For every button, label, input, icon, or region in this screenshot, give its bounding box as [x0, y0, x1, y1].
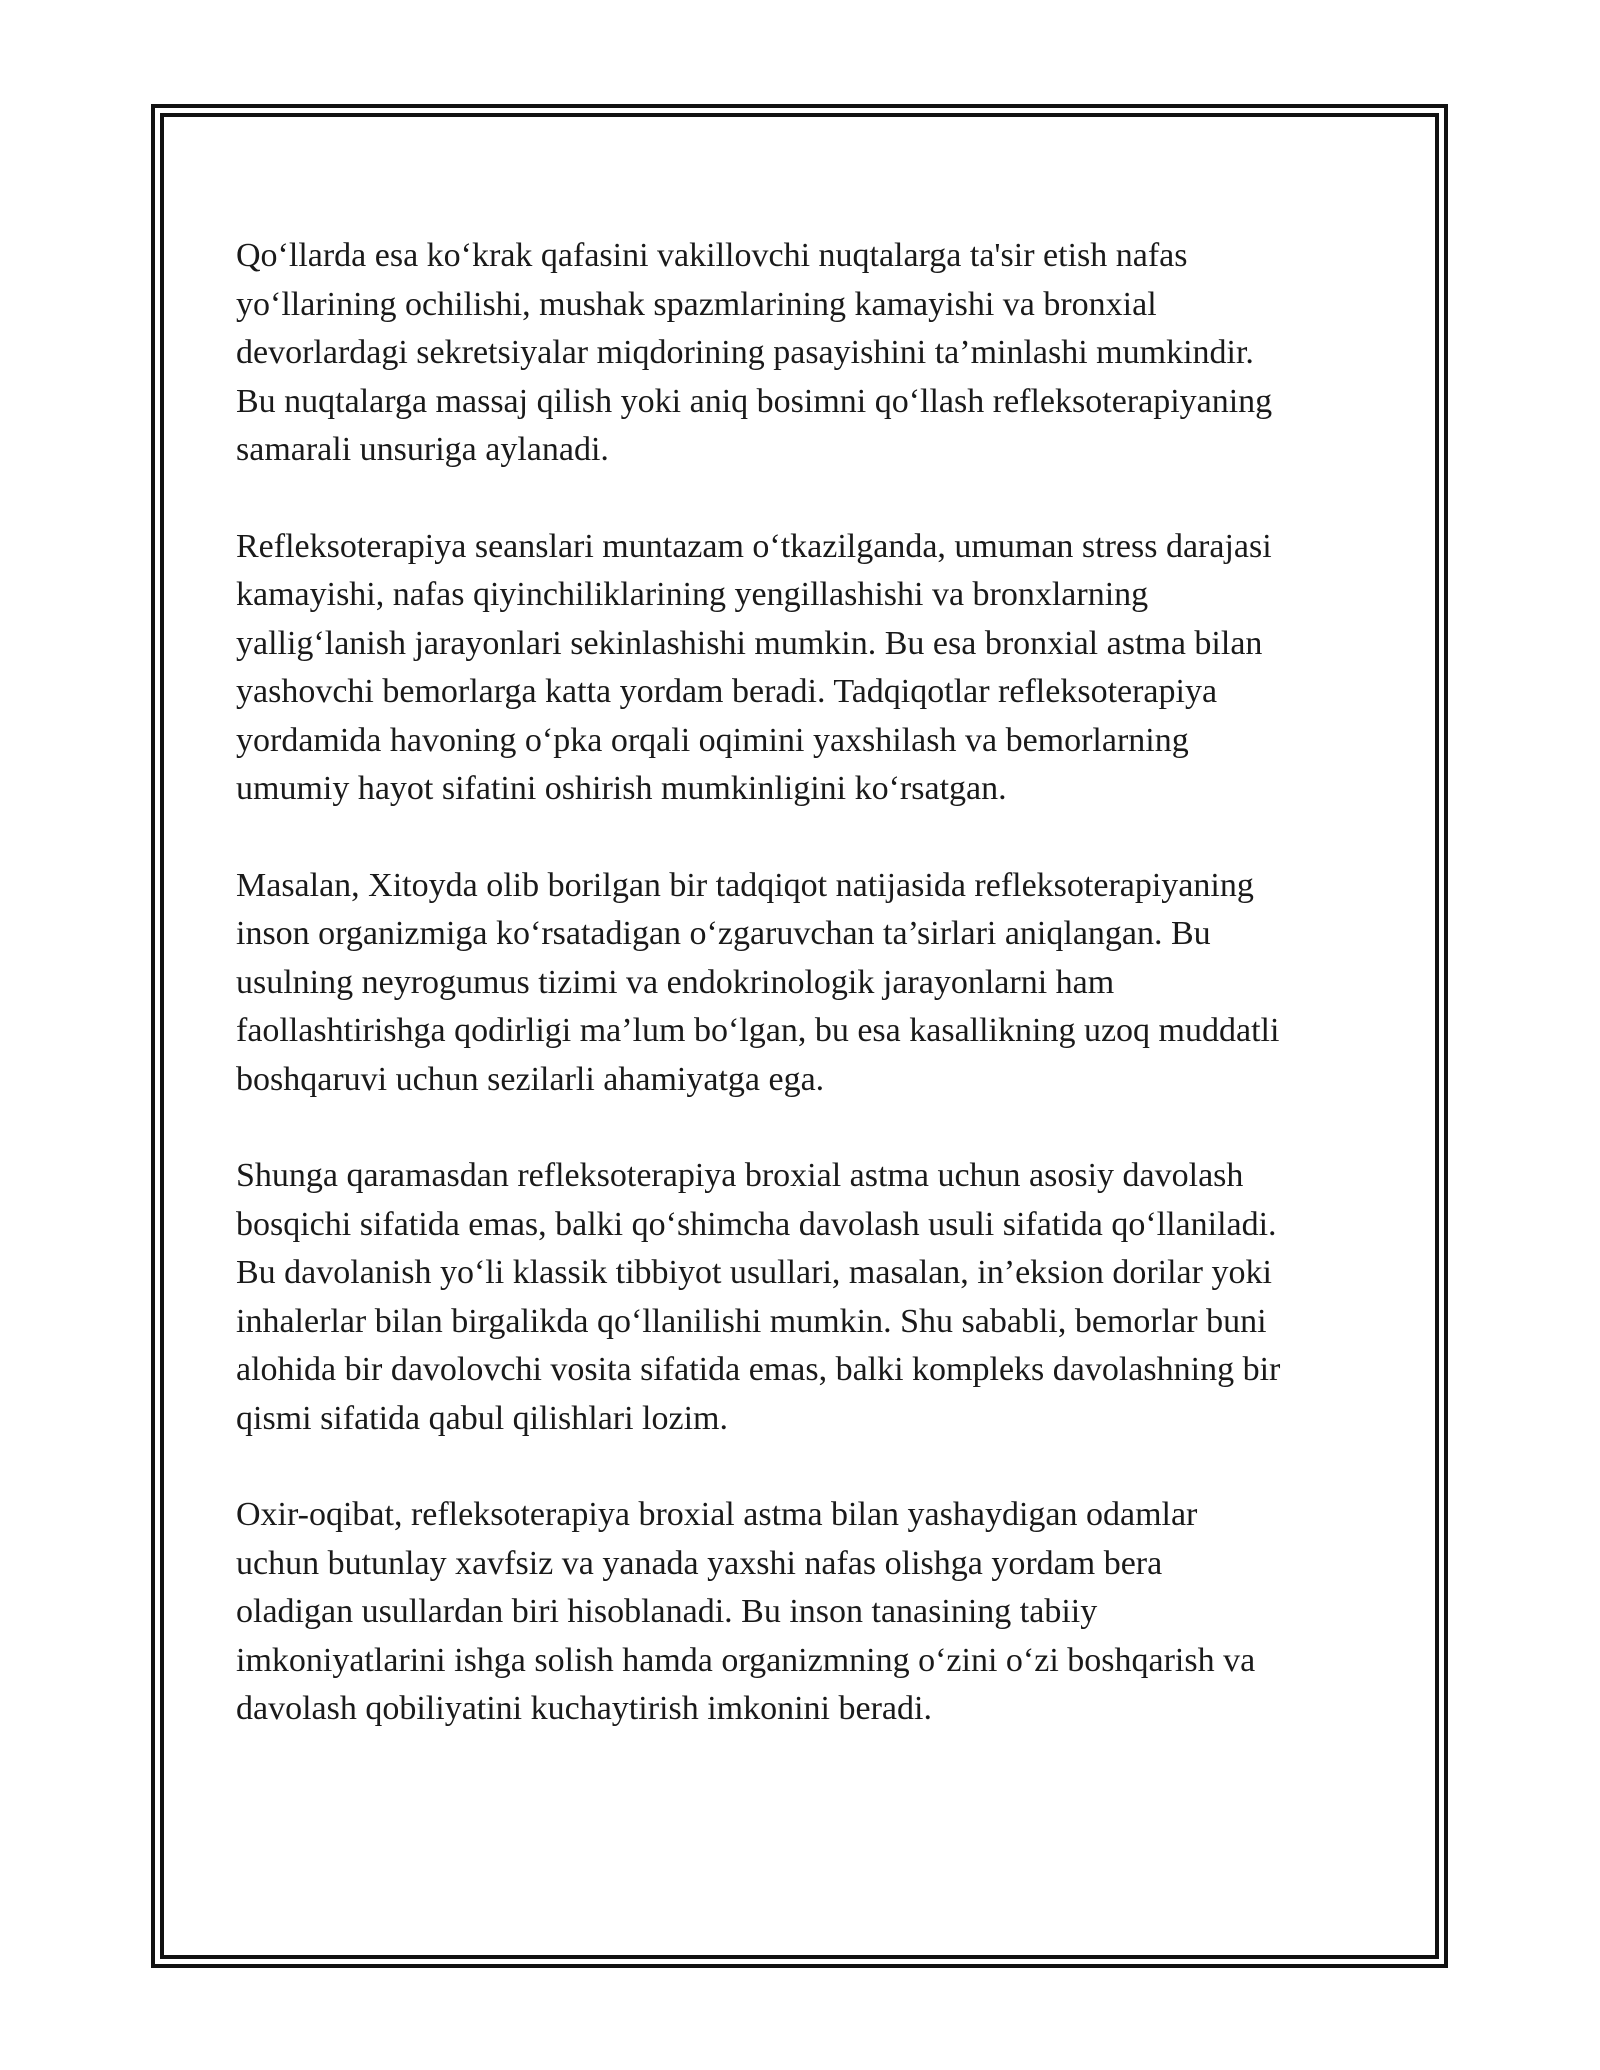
paragraph-5: Oxir-oqibat, refleksoterapiya broxial astma bilan yashaydigan odamlar uchun butunlay xavfsiz va yanada yaxshi nafas olishga yordam bera oladigan usullardan biri hisoblanadi. Bu inson tanasining tabiiy imkoniyatlarini ishga solish hamda organizmning o‘zini o‘zi boshqarish va davolash qobiliyatini kuchaytirish imkonini beradi. — [236, 1496, 1256, 1727]
paragraph-3: Masalan, Xitoyda olib borilgan bir tadqiqot natijasida refleksoterapiyaning inson organizmiga ko‘rsatadigan o‘zgaruvchan ta’sirlari aniqlangan. Bu usulning neyrogumus tizimi va endokrinologik jarayonlarni ham faollashtirishga qodirligi ma’lum bo‘lgan, bu esa kasallikning uzoq muddatli boshqaruvi uchun sezilarli ahamiyatga ega. — [236, 866, 1280, 1098]
paragraph-1: Qo‘llarda esa ko‘krak qafasini vakillovchi nuqtalarga ta'sir etish nafas yo‘llarining ochilishi, mushak spazmlarining kamayishi va bronxial devorlardagi sekretsiyalar miqdorining pasayishini ta’minlashi mumkindir. Bu nuqtalarga massaj qilish yoki aniq bosimni qo‘llash refleksoterapiyaning samarali unsuriga aylanadi. — [236, 237, 1273, 468]
paragraph-2: Refleksoterapiya seanslari muntazam o‘tkazilganda, umuman stress darajasi kamayishi, nafas qiyinchiliklarining yengillashishi va bronxlarning yallig‘lanish jarayonlari sekinlashishi mumkin. Bu esa bronxial astma bilan yashovchi bemorlarga katta yordam beradi. Tadqiqotlar refleksoterapiya yordamida havoning o‘pka orqali oqimini yaxshilash va bemorlarning umumiy hayot sifatini oshirish mumkinligini ko‘rsatgan. — [236, 527, 1272, 807]
document-body — [236, 232, 1376, 1782]
paragraph-4: Shunga qaramasdan refleksoterapiya broxial astma uchun asosiy davolash bosqichi sifatida emas, balki qo‘shimcha davolash usuli sifatida qo‘llaniladi. Bu davolanish yo‘li klassik tibbiyot usullari, masalan, in’eksion dorilar yoki inhalerlar bilan birgalikda qo‘llanilishi mumkin. Shu sababli, bemorlar buni alohida bir davolovchi vosita sifatida emas, balki kompleks davolashning bir qismi sifatida qabul qilishlari lozim. — [236, 1157, 1281, 1437]
